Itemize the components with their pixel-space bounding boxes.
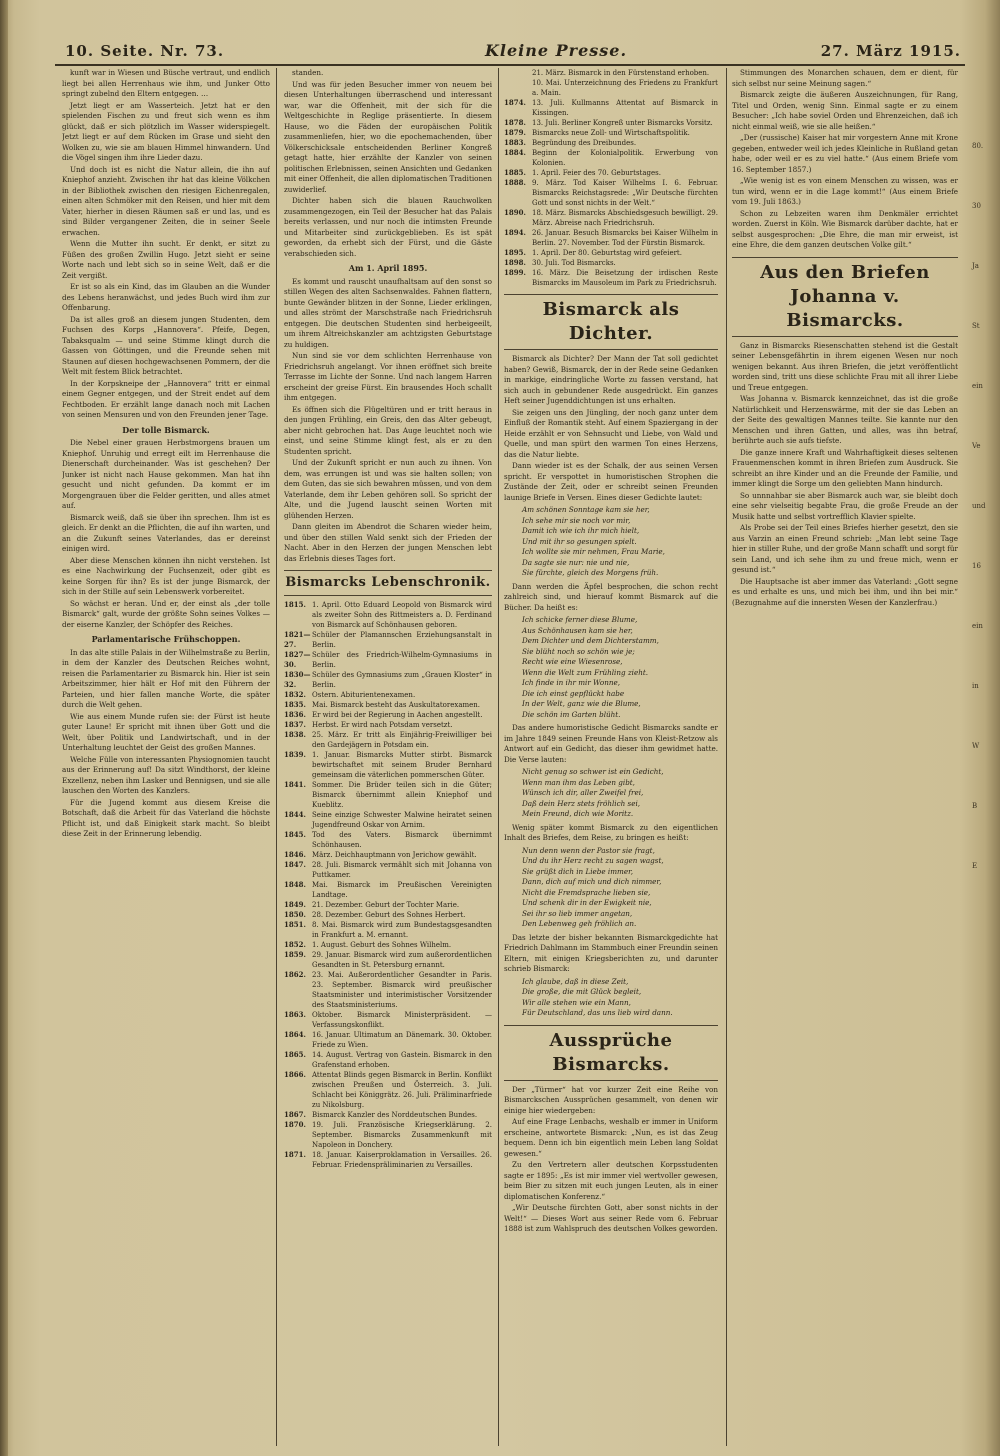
paragraph: Dann gleiten im Abendrot die Scharen wieder heim, und über den stillen Wald senkt sich der Frieden der Nacht. Aber in den Herzen der jungen Menschen lebt das Erlebnis dieses Tages fort. <box>284 522 492 563</box>
poem-line: In der Welt, ganz wie die Blume, <box>522 699 641 708</box>
paragraph: Und was für jeden Besucher immer von neuem bei diesen Unterhaltungen überraschend und interessant war, war die Offenheit, mit der sich für die Weltgeschichte in Reglige präsentierte. In diesem Hause, wo die Fäden der europäischen Politik zusammenliefen, hier, wo die epochemachenden, über Völkerschicksale entscheidenden Berliner Kongreß getagt hatte, hier erzählte der Kanzler von seinen politischen Erlebnissen, seinen Ansichten und Gedanken mit einer Offenheit, die allen diplomatischen Traditionen zuwiderlief. <box>284 79 492 194</box>
chronicle-row <box>284 650 492 670</box>
chronicle-row <box>284 1030 492 1050</box>
chronicle-year: 1847. <box>284 860 306 869</box>
poem-line: Mein Freund, dich wie Moritz. <box>522 809 634 818</box>
chronicle-row <box>504 148 718 168</box>
poem <box>504 505 718 579</box>
poem-line: Nicht genug so schwer ist ein Gedicht, <box>522 767 664 776</box>
column-1 <box>62 68 270 1446</box>
poem-line: Und schenk dir in der Ewigkeit nie, <box>522 898 652 907</box>
chronicle-table <box>284 600 492 1170</box>
paragraph: „Der (russische) Kaiser hat mir vorgestern Anne mit Krone gegeben, entweder weil ich jedes Kleinliche in Rußland getan habe, oder weil er es zu viel hatte.“ (Aus einem Briefe vom 16. September 1857.) <box>732 133 958 174</box>
chronicle-year: 1837. <box>284 720 306 729</box>
chronicle-year <box>504 68 532 78</box>
paragraph: Was Johanna v. Bismarck kennzeichnet, das ist die große Natürlichkeit und Herzenswärme, mit der sie das Leben an der Seite des gewaltigen Mannes teilte. Sie kannte nur den Menschen und ihren Gatten, und alles, was ihn betraf, berührte auch sie aufs tiefste. <box>732 394 958 445</box>
chronicle-entry: Er wird bei der Regierung in Aachen angestellt. <box>312 711 483 719</box>
chronicle-entry: 23. Mai. Außerordentlicher Gesandter in Paris. 23. September. Bismarck wird preußischer Staatsminister und interimistischer Vorsitzender des Staatsministeriums. <box>312 971 492 1009</box>
edge-fragment: in <box>972 682 979 690</box>
chronicle-row <box>284 730 492 750</box>
chronicle-row <box>284 1010 492 1030</box>
paragraph: Für die Jugend kommt aus diesem Kreise die Botschaft, daß die Arbeit für das Vaterland die höchste Pflicht ist, und daß Einigkeit stark macht. So bleibt diese Zeit in der Erinnerung lebendig. <box>62 797 270 838</box>
edge-fragment: ein <box>972 382 983 390</box>
poem-line: Dem Dichter und dem Dichterstamm, <box>522 636 659 645</box>
poem <box>504 767 718 820</box>
edge-fragment: 30 <box>972 202 981 210</box>
chronicle-entry: Schüler des Friedrich-Wilhelm-Gymnasiums in Berlin. <box>312 651 492 669</box>
chronicle-year: 1864. <box>284 1030 306 1039</box>
paragraph: Das letzte der bisher bekannten Bismarckgedichte hat Friedrich Dahlmann im Stammbuch einer Freundin seinen Eltern, mit einigen Kriegsberichten zu, und darunter schrieb Bismarck: <box>504 932 718 973</box>
paragraph: Bismarck als Dichter? Der Mann der Tat soll gedichtet haben? Gewiß, Bismarck, der in der Rede seine Gedanken in markige, eindringliche Worte zu fassen verstand, hat sich auch in gebundener Rede ausgedrückt. Ein ganzes Heft seiner Jugenddichtungen ist uns erhalten. <box>504 354 718 405</box>
poem-line: Da sagte sie nur: nie und nie, <box>522 557 630 567</box>
paragraph: Bismarck weiß, daß sie über ihn sprechen. Ihm ist es gleich. Er denkt an die Pflichten, die auf ihn warten, und an die Zukunft seines Vaterlandes, das er dereinst einigen wird. <box>62 512 270 553</box>
poem-line: Nicht die Fremdsprache lieben sie, <box>522 887 651 897</box>
chronicle-year: 1852. <box>284 940 306 949</box>
poem-line: Nun denn wenn der Pastor sie fragt, <box>522 845 655 855</box>
paragraph: Die Nebel einer grauen Herbstmorgens brauen um Kniephof. Unruhig und erregt eilt im Herrenhause die Dienerschaft durcheinander. Was ist geschehen? Der Junker ist nicht nach Hause gekommen. Man hat ihn gesucht und nicht gefunden. Da kommt er im Morgengrauen über die Felder geritten, und alles atmet auf. <box>62 438 270 510</box>
poem-line: Wir alle stehen wie ein Mann, <box>522 997 631 1007</box>
chronicle-year: 1888. <box>504 178 526 187</box>
paragraph: Jetzt liegt er am Wasserteich. Jetzt hat er den spielenden Fischen zu und freut sich wenn es ihm glückt, daß er sich plötzlich im Wasser widerspiegelt. Jetzt liegt er auf dem Rücken im Grase und sieht den Wolken zu, wie sie am blauen Himmel hinwandern. Und die Vögel singen ihm ihre Lieder dazu. <box>62 100 270 162</box>
chronicle-entry: 21. März. Bismarck in den Fürstenstand erhoben. <box>532 69 710 77</box>
chronicle-row <box>284 880 492 900</box>
poem-line: Am schönen Sonntage kam sie her, <box>522 505 650 514</box>
poem-line: Aus Schönhausen kam sie her, <box>522 625 633 635</box>
poet-heading: Bismarck als Dichter. <box>504 294 718 350</box>
paragraph: Bismarck zeigte die äußeren Auszeichnungen, für Rang, Titel und Orden, wenig Sinn. Einmal sagte er zu einem Besucher: „Ich habe soviel Orden und Ehrenzeichen, daß ich nicht einmal weiß, wie sie alle heißen.“ <box>732 90 958 131</box>
chronicle-year: 1821—27. <box>284 630 311 649</box>
poem-line: Ich sehe mir sie noch vor mir, <box>522 515 631 525</box>
poem-line: Die große, die mit Glück begleit, <box>522 987 642 996</box>
chronicle-year: 1883. <box>504 138 526 147</box>
paragraph: Wie aus einem Munde rufen sie: der Fürst ist heute guter Laune! Er spricht mit ihnen über Gott und die Welt, über Politik und Landwirtschaft, und in der Unterhaltung leuchtet der Geist des großen Mannes. <box>62 711 270 752</box>
edge-fragment: St <box>972 322 980 330</box>
poem-line: Sie fürchte, gleich des Morgens früh. <box>522 568 659 577</box>
chronicle-row <box>284 900 492 910</box>
paragraph: Dann wieder ist es der Schalk, der aus seinen Versen spricht. Er verspottet in humoristischen Strophen die Zustände der Zeit, oder er schreibt seinen Freunden launige Briefe in Versen. Eines dieser Gedichte lautet: <box>504 461 718 502</box>
chronicle-entry: 28. Juli. Bismarck vermählt sich mit Johanna von Puttkamer. <box>312 861 492 879</box>
paragraph: Dichter haben sich die blauen Rauchwolken zusammengezogen, ein Teil der Besucher hat das Palais bereits verlassen, und nur noch die intimsten Freunde und Mitarbeiter sind zurückgeblieben. Es ist spät geworden, da erhebt sich der Fürst, und die Gäste verabschieden sich. <box>284 196 492 258</box>
paragraph: In das alte stille Palais in der Wilhelmstraße zu Berlin, in dem der Kanzler des Deutschen Reiches wohnt, reisen die Parlamentarier zu Bismarck hin. Hier ist sein Arbeitszimmer, hier hält er Hof mit den Führern der Parteien, und hier fallen manche Worte, die später durch die Welt gehen. <box>62 647 270 709</box>
chronicle-year: 1884. <box>504 148 526 157</box>
chronicle-entry: 16. Januar. Ultimatum an Dänemark. 30. Oktober. Friede zu Wien. <box>312 1031 492 1049</box>
poem <box>504 977 718 1019</box>
chronicle-year: 1838. <box>284 730 306 739</box>
edge-fragment: 80. <box>972 142 984 150</box>
chronicle-year: 1848. <box>284 880 306 889</box>
chronicle-row <box>284 670 492 690</box>
chronicle-row <box>284 600 492 630</box>
letters-article <box>732 341 958 609</box>
chronicle-row <box>284 950 492 970</box>
poem-line: Die ich einst gepflückt habe <box>522 688 625 698</box>
chronicle-entry: 13. Juli. Kullmanns Attentat auf Bismarck in Kissingen. <box>532 99 718 117</box>
paragraph: Und der Zukunft spricht er nun auch zu ihnen. Von dem, was errungen ist und was sie halten sollen; von dem Guten, das sie sich bewahren müssen, und von dem Vaterlande, dem ihr Leben gehören soll. So spricht der Alte, und die Jugend lauscht seinen Worten mit glühenden Herzen. <box>284 458 492 520</box>
column-rule <box>498 68 499 1446</box>
chronicle-entry: Begründung des Dreibundes. <box>532 139 637 147</box>
poem-line: Die schön im Garten blüht. <box>522 709 621 719</box>
paragraph: Als Probe sei der Teil eines Briefes hierher gesetzt, den sie aus Varzin an einen Freund schrieb: „Man lebt seine Tage hier in stiller Ruhe, und der große Mann schafft und sorgt für sein Land, und ich sehe ihm zu und freue mich, wenn er gesund ist.“ <box>732 523 958 574</box>
paragraph: Nun sind sie vor dem schlichten Herrenhause von Friedrichsruh angelangt. Vor ihnen eröffnet sich breite Terrasse im Lichte der Sonne. Und nach langem Harren erscheint der greise Fürst. Ein brausendes Hoch schallt ihm entgegen. <box>284 351 492 402</box>
paragraph: Die ganze innere Kraft und Wahrhaftigkeit dieses seltenen Frauenmenschen kommt in ihren Briefen zum Ausdruck. Sie schreibt an ihre Kinder und an die Freunde der Familie, und immer klingt die Sorge um den geliebten Mann hindurch. <box>732 447 958 488</box>
poem-line: Wenn man ihm das Leben gibt, <box>522 777 635 787</box>
chronicle-row <box>504 118 718 128</box>
chronicle-row <box>504 248 718 258</box>
edge-fragment: 16 <box>972 562 981 570</box>
paragraph: Die Hauptsache ist aber immer das Vaterland: „Gott segne es und erhalte es uns, und mich bei ihm, und ihn bei mir.“ (Bezugnahme auf die innersten Wesen der Kanzlerfrau.) <box>732 576 958 607</box>
chronicle-entry: 1. April. Otto Eduard Leopold von Bismarck wird als zweiter Sohn des Rittmeisters a. D. Ferdinand von Bismarck auf Schönhausen geboren. <box>312 601 492 629</box>
chronicle-year: 1839. <box>284 750 306 759</box>
poem-line: Ich finde in ihr mir Wonne, <box>522 678 621 687</box>
chronicle-entry: 1. April. Der 80. Geburtstag wird gefeiert. <box>532 249 682 257</box>
chronicle-year: 1874. <box>504 98 526 107</box>
paragraph: Auf eine Frage Lenbachs, weshalb er immer in Uniform erscheine, antwortete Bismarck: „Nun, es ist das Zeug bequem. Denn ich bin eigentlich mein Leben lang Soldat gewesen.“ <box>504 1117 718 1158</box>
chronicle-entry: Tod des Vaters. Bismarck übernimmt Schönhausen. <box>312 831 492 849</box>
poem-line: Dann, dich auf mich und dich nimmer, <box>522 877 662 886</box>
chronicle-row <box>504 98 718 118</box>
chronicle-year: 1851. <box>284 920 306 929</box>
chronicle-entry: 1. April. Feier des 70. Geburtstages. <box>532 169 661 177</box>
column-rule <box>726 68 727 1446</box>
chronicle-entry: Mai. Bismarck im Preußischen Vereinigten Landtage. <box>312 881 492 899</box>
edge-fragment: E <box>972 862 978 870</box>
chronicle-row <box>284 860 492 880</box>
chronicle-year: 1870. <box>284 1120 306 1129</box>
chronicle-entry: März. Deichhauptmann von Jerichow gewählt. <box>312 851 477 859</box>
chronicle-entry: Herbst. Er wird nach Potsdam versetzt. <box>312 721 453 729</box>
edge-fragment: und <box>972 502 986 510</box>
chronicle-row <box>284 1150 492 1170</box>
chronicle-row <box>284 940 492 950</box>
poem-line: Ich glaube, daß in diese Zeit, <box>522 976 629 986</box>
chronicle-row <box>284 710 492 720</box>
chronicle-row <box>284 700 492 710</box>
chronicle-year: 1895. <box>504 248 526 257</box>
adjacent-page-fragments <box>972 140 998 920</box>
chronicle-year <box>504 78 532 98</box>
subheading: Parlamentarische Frühschoppen. <box>91 634 241 644</box>
chronicle-entry: 21. Dezember. Geburt der Tochter Marie. <box>312 901 460 909</box>
chronicle-entry: Bismarck Kanzler des Norddeutschen Bundes. <box>312 1111 478 1119</box>
paragraph: kunft war in Wiesen und Büsche vertraut, und endlich liegt bei allen Herrenhaus wie ihm, und Junker Otto springt zubelnd den Eltern entgegen. … <box>62 68 270 98</box>
edge-fragment: Ve <box>972 442 981 450</box>
chronicle-year: 1815. <box>284 600 306 609</box>
chronicle-entry: Bismarcks neue Zoll- und Wirtschaftspolitik. <box>532 129 690 137</box>
paragraph: Sie zeigen uns den Jüngling, der noch ganz unter dem Einfluß der Romantik steht. Auf einem Spaziergang in der Heide erzählt er von Sehnsucht und Liebe, von Wald und Quelle, und man spürt den warmen Ton eines Herzens, das die Natur liebte. <box>504 407 718 459</box>
chronicle-entry: 9. März. Tod Kaiser Wilhelms I. 6. Februar. Bismarcks Reichstagsrede: „Wir Deutsche fürchten Gott und sonst nichts in der Welt.“ <box>532 179 718 207</box>
chronicle-year: 1859. <box>284 950 306 959</box>
poem-line: Sie grüßt dich in Liebe immer, <box>522 866 634 876</box>
edge-fragment: ein <box>972 622 983 630</box>
chronicle-row <box>284 850 492 860</box>
chronicle-table-continued <box>504 68 718 288</box>
sayings-heading: Aussprüche Bismarcks. <box>504 1025 718 1081</box>
chronicle-entry: 16. März. Die Beisetzung der irdischen Reste Bismarcks im Mausoleum im Park zu Friedrichsruh. <box>532 269 718 287</box>
chronicle-heading: Bismarcks Lebenschronik. <box>284 570 492 596</box>
paragraph: Dann werden die Äpfel besprochen, die schon recht zahlreich sind, und hierauf kommt Bismarck auf die Bücher. Da heißt es: <box>504 581 718 612</box>
chronicle-year: 1878. <box>504 118 526 127</box>
paragraph: Es kommt und rauscht unaufhaltsam auf den sonst so stillen Wegen des alten Sachsenwaldes. Fahnen flattern, bunte Gewänder blitzen in der Sonne, Lieder erklingen, und alles strömt der Marschstraße nach Friedrichsruh entgegen. Die deutschen Studenten sind herbeigeeilt, um ihrem Altreichskanzler am achtzigsten Geburtstage zu huldigen. <box>284 276 492 349</box>
issue-date: 27. März 1915. <box>820 42 961 60</box>
paragraph: Aber diese Menschen können ihn nicht verstehen. Ist es eine Nachwirkung der Fuchsenzeit, oder gibt es keine Sorgen für ihn? Es ist der junge Bismarck, der sich in der Stille auf sein Lebenswerk vorbereitet. <box>62 555 270 596</box>
chronicle-entry: 28. Dezember. Geburt des Sohnes Herbert. <box>312 911 466 919</box>
chronicle-entry: Seine einzige Schwester Malwine heiratet seinen Jugendfreund Oskar von Arnim. <box>312 811 492 829</box>
poem-line: Sie blüht noch so schön wie je; <box>522 646 635 656</box>
chronicle-year: 1866. <box>284 1070 306 1079</box>
chronicle-year: 1830—32. <box>284 670 311 689</box>
chronicle-entry: 10. Mai. Unterzeichnung des Friedens zu Frankfurt a. Main. <box>532 79 718 97</box>
sayings-article <box>504 1085 718 1235</box>
poem-line: Und mit ihr so gesungen spielt. <box>522 536 637 546</box>
chronicle-year: 1832. <box>284 690 306 699</box>
paragraph: In der Korpskneipe der „Hannovera“ tritt er einmal einem Gegner entgegen, und der Streit endet auf dem Fechtboden. Er erzählt lange danach noch mit Lachen von seinen Mensuren und von den Freunden jener Tage. <box>62 378 270 419</box>
paragraph: Stimmungen des Monarchen schauen, dem er dient, für sich selbst nur seine Meinung sagen.“ <box>732 68 958 88</box>
chronicle-year: 1846. <box>284 850 306 859</box>
letters-heading: Aus den Briefen Johanna v. Bismarcks. <box>732 257 958 337</box>
paragraph: Ganz in Bismarcks Riesenschatten stehend ist die Gestalt seiner Lebensgefährtin in ihrem eigenen Wesen nur noch wenigen bekannt. Aus ihren Briefen, die jetzt veröffentlicht worden sind, tritt uns diese schlichte Frau mit all ihrer Liebe und Treue entgegen. <box>732 340 958 392</box>
chronicle-year: 1845. <box>284 830 306 839</box>
poem-line: Damit ich wie ich ihr mich hielt, <box>522 526 640 535</box>
chronicle-year: 1894. <box>504 228 526 237</box>
chronicle-row <box>504 178 718 208</box>
chronicle-entry: Sommer. Die Brüder teilen sich in die Güter; Bismarck übernimmt allein Kniephof und Kueblitz. <box>312 781 492 809</box>
chronicle-year: 1850. <box>284 910 306 919</box>
subheading: Der tolle Bismarck. <box>122 424 210 435</box>
chronicle-entry: 18. März. Bismarcks Abschiedsgesuch bewilligt. 29. März. Abreise nach Friedrichsruh. <box>532 209 718 227</box>
paragraph: Er ist so als ein Kind, das im Glauben an die Wunder des Lebens heranwächst, und jedes Buch wird ihm zur Offenbarung. <box>62 282 270 312</box>
chronicle-entry: 18. Januar. Kaiserproklamation in Versailles. 26. Februar. Friedenspräliminarien zu Versailles. <box>312 1151 492 1169</box>
chronicle-entry: Attentat Blinds gegen Bismarck in Berlin. Konflikt zwischen Preußen und Österreich. 3. Juli. Schlacht bei Königgrätz. 26. Juli. Präliminarfriede zu Nikolsburg. <box>312 1071 492 1109</box>
chronicle-row <box>284 830 492 850</box>
poem-line: Wenn die Welt zum Frühling zieht. <box>522 667 649 677</box>
chronicle-year: 1827—30. <box>284 650 311 669</box>
chronicle-entry: 30. Juli. Tod Bismarcks. <box>532 259 616 267</box>
column-rule <box>276 68 277 1446</box>
paragraph: Und doch ist es nicht die Natur allein, die ihn auf Kniephof anzieht. Zwischen ihr hat das kleine Völkchen in der Bibliothek zwischen den riesigen Eichenregalen, einen alten Schmöker mit den Reisen, und hier mit dem Vater, hierher in diesen Räumen saß er und las, und es sind Bilder vergangener Zeiten, die in seiner Seele erwachen. <box>62 164 270 237</box>
chronicle-row <box>284 970 492 1010</box>
page-number: 10. Seite. Nr. 73. <box>65 42 225 60</box>
chronicle-entry: Ostern. Abiturientenexamen. <box>312 691 416 699</box>
chronicle-row <box>504 208 718 228</box>
chronicle-entry: Mai. Bismarck besteht das Auskultatorexamen. <box>312 701 481 709</box>
chronicle-entry: 13. Juli. Berliner Kongreß unter Bismarcks Vorsitz. <box>532 119 713 127</box>
paragraph: Das andere humoristische Gedicht Bismarcks sandte er im Jahre 1849 seinen Freunde Hans von Kleist-Retzow als Antwort auf ein Gedicht, das dieser ihm gewidmet hatte. Die Verse lauten: <box>504 723 718 764</box>
chronicle-year: 1879. <box>504 128 526 137</box>
chronicle-row <box>504 138 718 148</box>
chronicle-year: 1863. <box>284 1010 306 1019</box>
chronicle-row <box>284 920 492 940</box>
chronicle-year: 1836. <box>284 710 306 719</box>
chronicle-entry: Beginn der Kolonialpolitik. Erwerbung von Kolonien. <box>532 149 718 167</box>
chronicle-year: 1899. <box>504 268 526 277</box>
chronicle-row <box>284 1120 492 1150</box>
edge-fragment: W <box>972 742 980 750</box>
chronicle-row <box>504 68 718 78</box>
poet-article <box>504 354 718 1019</box>
chronicle-entry: 1. August. Geburt des Sohnes Wilhelm. <box>312 941 452 949</box>
chronicle-entry: 1. Januar. Bismarcks Mutter stirbt. Bismarck bewirtschaftet mit seinem Bruder Bernhard gemeinsam die väterlichen pommerschen Güter. <box>312 751 492 779</box>
paragraph: „Wir Deutsche fürchten Gott, aber sonst nichts in der Welt!“ — Dieses Wort aus seiner Rede vom 6. Februar 1888 ist zum Wahlspruch des deutschen Volkes geworden. <box>504 1203 718 1233</box>
subheading: Am 1. April 1895. <box>348 263 428 273</box>
poem-line: Und du ihr Herz recht zu sagen wagst, <box>522 856 664 865</box>
poem <box>504 846 718 930</box>
chronicle-entry: 26. Januar. Besuch Bismarcks bei Kaiser Wilhelm in Berlin. 27. November. Tod der Fürstin Bismarck. <box>532 229 718 247</box>
chronicle-row <box>284 810 492 830</box>
chronicle-row <box>284 910 492 920</box>
poem-line: Für Deutschland, das uns lieb wird dann. <box>522 1008 673 1017</box>
chronicle-year: 1844. <box>284 810 306 819</box>
poem-line: Ich wollte sie mir nehmen, Frau Marie, <box>522 547 665 556</box>
column-3 <box>504 68 718 1446</box>
edge-fragment: B <box>972 802 978 810</box>
poem-line: Daß dein Herz stets fröhlich sei, <box>522 798 641 808</box>
chronicle-year: 1865. <box>284 1050 306 1059</box>
paragraph: „Wie wenig ist es von einem Menschen zu wissen, was er tun wird, wenn er in die Lage kommt!“ (Aus einem Briefe vom 19. Juli 1863.) <box>732 176 958 206</box>
chronicle-row <box>504 168 718 178</box>
chronicle-year: 1867. <box>284 1110 306 1119</box>
paragraph: Schon zu Lebzeiten waren ihm Denkmäler errichtet worden. Zuerst in Köln. Wie Bismarck darüber dachte, hat er selbst ausgesprochen: „Die Ehre, die man mir erweist, ist eine Ehre, die dem ganzen deutschen Volke gilt.“ <box>732 208 958 249</box>
paragraph: Der „Türmer“ hat vor kurzer Zeit eine Reihe von Bismarckschen Aussprüchen gesammelt, von denen wir einige hier wiedergeben: <box>504 1084 718 1115</box>
paragraph: Da ist alles groß an diesem jungen Studenten, dem Fuchsen des Korps „Hannovera“. Pfeife, Degen, Tabaksqualm — und seine Stimme klingt durch die Gassen von Göttingen, und die Freunde sehen mit Staunen auf diesen hochgewachsenen Pommern, der die Welt mit festem Blick betrachtet. <box>62 314 270 376</box>
poem-line: Wünsch ich dir, aller Zweifel frei, <box>522 788 644 797</box>
chronicle-entry: 14. August. Vertrag von Gastein. Bismarck in den Grafenstand erhoben. <box>312 1051 492 1069</box>
paragraph: Es öffnen sich die Flügeltüren und er tritt heraus in den jungen Frühling, ein Greis, den das Alter gebeugt, aber nicht gebrochen hat. Das Auge leuchtet noch wie einst, und seine Stimme klingt fest, als er zu den Studenten spricht. <box>284 404 492 456</box>
chronicle-row <box>284 750 492 780</box>
poem-line: Recht wie eine Wiesenrose, <box>522 657 623 666</box>
chronicle-row <box>284 1110 492 1120</box>
chronicle-entry: Schüler der Plamannschen Erziehungsanstalt in Berlin. <box>312 631 492 649</box>
chronicle-row <box>284 1070 492 1110</box>
chronicle-year: 1849. <box>284 900 306 909</box>
chronicle-row <box>284 1050 492 1070</box>
chronicle-row <box>284 690 492 700</box>
poem <box>504 615 718 720</box>
paragraph: Zu den Vertretern aller deutschen Korpsstudenten sagte er 1895: „Es ist mir immer viel wertvoller gewesen, beim Bier zu sitzen mit euch jungen Leuten, als in einer diplomatischen Konferenz.“ <box>504 1160 718 1201</box>
sayings-continued <box>732 68 958 251</box>
column-2-articles <box>284 68 492 564</box>
chronicle-row <box>504 78 718 98</box>
chronicle-row <box>504 258 718 268</box>
chronicle-year: 1871. <box>284 1150 306 1159</box>
poem-line: Sei ihr so lieb immer angetan, <box>522 908 633 918</box>
column-4 <box>732 68 958 1446</box>
chronicle-year: 1862. <box>284 970 306 979</box>
chronicle-row <box>284 780 492 810</box>
paragraph: standen. <box>292 68 324 77</box>
chronicle-entry: Schüler des Gymnasiums zum „Grauen Kloster“ in Berlin. <box>312 671 492 689</box>
newspaper-name: Kleine Presse. <box>485 41 628 60</box>
chronicle-entry: 29. Januar. Bismarck wird zum außerordentlichen Gesandten in St. Petersburg ernannt. <box>312 951 492 969</box>
paragraph: Welche Fülle von interessanten Physiognomien taucht aus der Erinnerung auf! Da sitzt Windthorst, der kleine Exzellenz, neben ihm Lasker und Bennigsen, und sie alle lauschen den Worten des Kanzlers. <box>62 754 270 795</box>
paragraph: Wenn die Mutter ihn sucht. Er denkt, er sitzt zu Füßen des großen Zwillin Hugo. Jetzt sieht er seine Worte nach und lebt sich so in seine Welt, daß er die Zeit vergißt. <box>62 239 270 280</box>
column-2 <box>284 68 492 1446</box>
chronicle-year: 1841. <box>284 780 306 789</box>
chronicle-year: 1835. <box>284 700 306 709</box>
paragraph: So unnnahbar sie aber Bismarck auch war, sie bleibt doch eine sehr vielseitig begabte Frau, die große Freude an der Musik hatte und selbst vortrefflich Klavier spielte. <box>732 490 958 521</box>
page-header <box>55 38 965 66</box>
chronicle-entry: 19. Juli. Französische Kriegserklärung. 2. September. Bismarcks Zusammenkunft mit Napoleon in Donchery. <box>312 1121 492 1149</box>
edge-fragment: Ja <box>972 262 979 270</box>
chronicle-year: 1898. <box>504 258 526 267</box>
chronicle-year: 1885. <box>504 168 526 177</box>
page-binding-edge <box>0 0 8 1456</box>
chronicle-year: 1890. <box>504 208 526 217</box>
chronicle-entry: Oktober. Bismarck Ministerpräsident. — Verfassungskonflikt. <box>312 1011 492 1029</box>
chronicle-entry: 8. Mai. Bismarck wird zum Bundestagsgesandten in Frankfurt a. M. ernannt. <box>312 921 492 939</box>
poem-line: Ich schicke ferner diese Blume, <box>522 615 638 624</box>
poem-line: Den Lebenweg geh fröhlich an. <box>522 919 637 928</box>
paragraph: Wenig später kommt Bismarck zu den eigentlichen Inhalt des Briefes, dem Reise, zu bringen es heißt: <box>504 822 718 842</box>
paragraph: So wächst er heran. Und er, der einst als „der tolle Bismarck“ galt, wurde der größte Sohn seines Volkes — der eiserne Kanzler, der Schöpfer des Reiches. <box>62 598 270 629</box>
chronicle-entry: 25. März. Er tritt als Einjährig-Freiwilliger bei den Gardejägern in Potsdam ein. <box>312 731 492 749</box>
chronicle-row <box>504 268 718 288</box>
chronicle-row <box>504 228 718 248</box>
chronicle-row <box>284 630 492 650</box>
chronicle-row <box>284 720 492 730</box>
chronicle-row <box>504 128 718 138</box>
